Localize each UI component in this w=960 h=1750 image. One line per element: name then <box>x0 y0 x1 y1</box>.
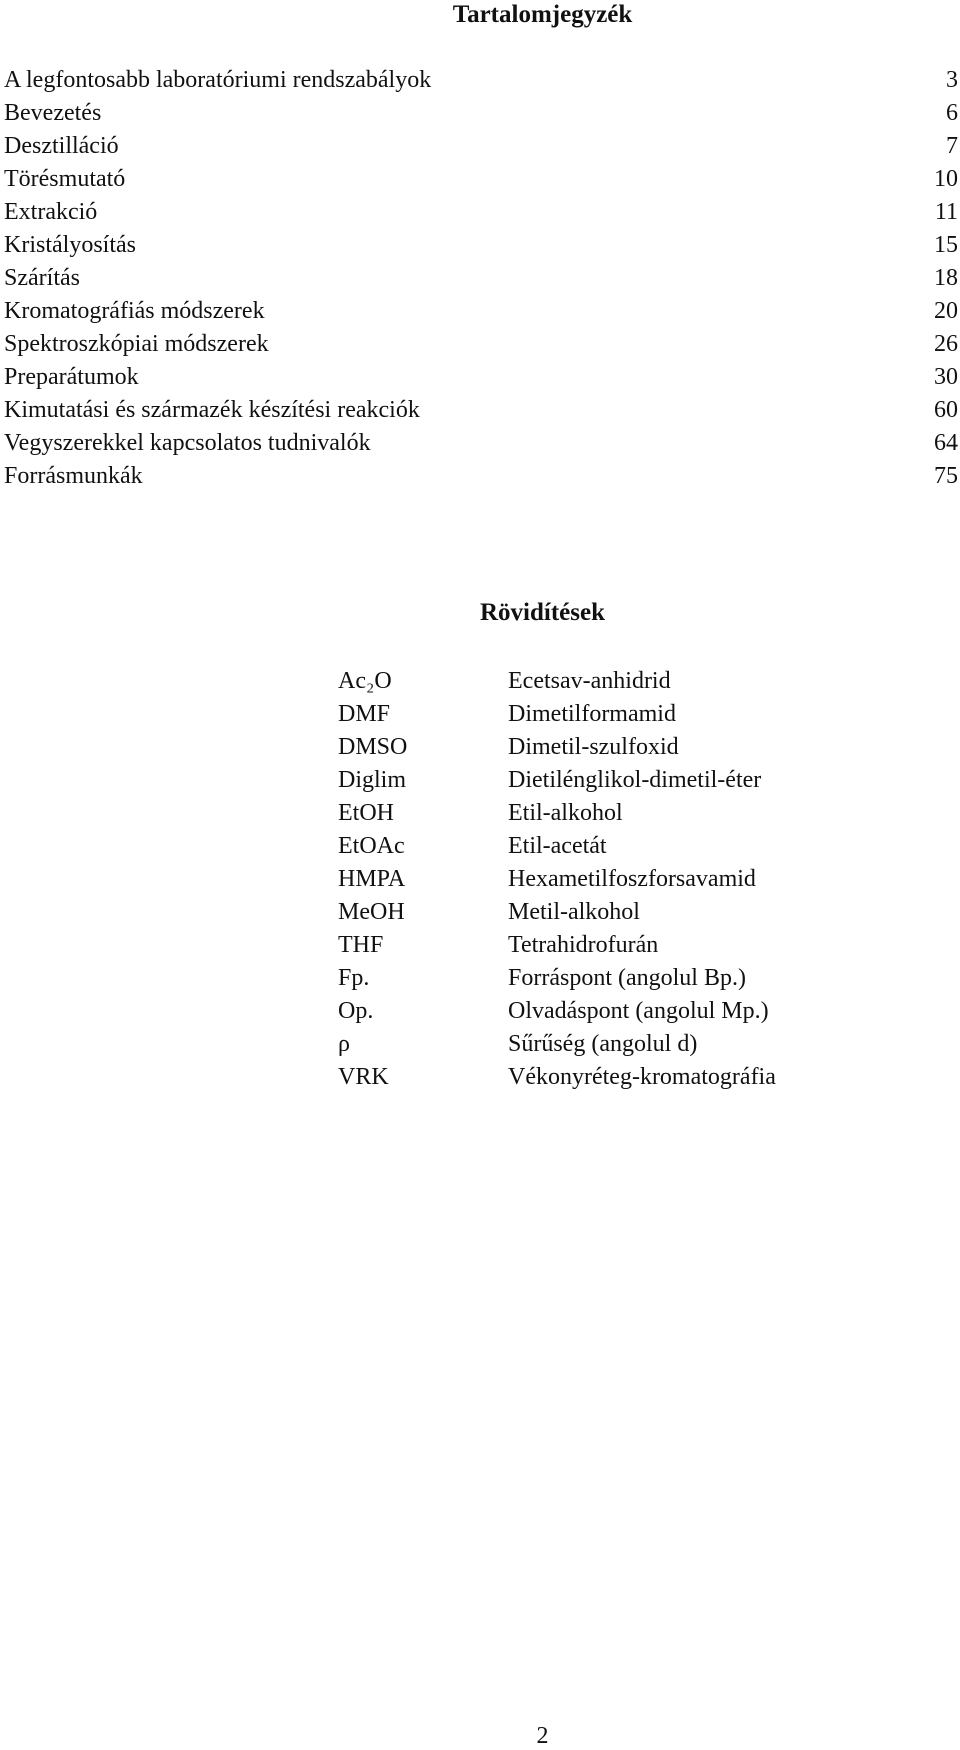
abbreviation-key: Fp. <box>338 965 370 991</box>
abbreviations-title: Rövidítések <box>480 599 605 626</box>
toc-title: Tartalomjegyzék <box>452 1 633 28</box>
abbreviation-entry <box>338 830 958 863</box>
toc-entry <box>4 97 958 130</box>
abbreviation-entry <box>338 929 958 962</box>
toc-entry <box>4 328 958 361</box>
toc-entry-label: Preparátumok <box>4 364 139 390</box>
abbreviation-entry <box>338 764 958 797</box>
toc-entry-label: Vegyszerekkel kapcsolatos tudnivalók <box>4 430 371 456</box>
toc-entry-label: Forrásmunkák <box>4 463 143 489</box>
abbreviation-key: HMPA <box>338 866 406 892</box>
toc-entry-label: A legfontosabb laboratóriumi rendszabályok <box>4 67 432 93</box>
toc-entry-page: 10 <box>934 166 958 192</box>
abbreviation-key: EtOAc <box>338 833 405 859</box>
abbreviation-key: Ac₂O <box>338 668 392 694</box>
toc-entry-label: Törésmutató <box>4 166 126 192</box>
toc-entry-label: Spektroszkópiai módszerek <box>4 331 269 357</box>
abbreviation-value: Tetrahidrofurán <box>508 932 659 958</box>
toc-entry-label: Bevezetés <box>4 100 102 126</box>
toc-entry-page: 11 <box>934 199 958 225</box>
abbreviation-value: Sűrűség (angolul d) <box>508 1031 698 1057</box>
abbreviation-key: EtOH <box>338 800 394 826</box>
abbreviation-entry <box>338 863 958 896</box>
abbreviations-list <box>338 665 958 1094</box>
abbreviation-key: Op. <box>338 998 374 1024</box>
abbreviation-value: Dietilénglikol-dimetil-éter <box>508 767 762 793</box>
toc-entry <box>4 460 958 493</box>
abbreviation-entry <box>338 1061 958 1094</box>
toc-entry <box>4 163 958 196</box>
toc-entry-label: Desztilláció <box>4 133 119 159</box>
abbreviation-entry <box>338 1028 958 1061</box>
toc-entry-page: 64 <box>934 430 958 456</box>
abbreviation-key: Diglim <box>338 767 407 793</box>
abbreviation-key: VRK <box>338 1064 389 1090</box>
toc-entry <box>4 295 958 328</box>
toc-entry-label: Kimutatási és származék készítési reakciók <box>4 397 420 423</box>
toc-list <box>4 64 958 493</box>
abbreviation-key: THF <box>338 932 384 958</box>
abbreviation-value: Etil-alkohol <box>508 800 623 826</box>
abbreviation-value: Vékonyréteg-kromatográfia <box>508 1064 776 1090</box>
toc-entry-page: 7 <box>946 133 958 159</box>
toc-entry-page: 30 <box>934 364 958 390</box>
abbreviation-value: Hexametilfoszforsavamid <box>508 866 756 892</box>
abbreviation-value: Etil-acetát <box>508 833 607 859</box>
abbreviation-entry <box>338 995 958 1028</box>
abbreviation-value: Metil-alkohol <box>508 899 640 925</box>
toc-entry-label: Kromatográfiás módszerek <box>4 298 265 324</box>
toc-entry <box>4 262 958 295</box>
abbreviation-key: MeOH <box>338 899 405 925</box>
abbreviation-key: DMF <box>338 701 391 727</box>
toc-entry-page: 6 <box>946 100 958 126</box>
toc-entry <box>4 361 958 394</box>
abbreviation-value: Dimetilformamid <box>508 701 676 727</box>
toc-entry-page: 15 <box>934 232 958 258</box>
toc-entry <box>4 427 958 460</box>
abbreviation-entry <box>338 896 958 929</box>
abbreviation-entry <box>338 962 958 995</box>
toc-entry-page: 18 <box>934 265 958 291</box>
toc-entry <box>4 64 958 97</box>
toc-entry-page: 3 <box>946 67 958 93</box>
abbreviation-value: Olvadáspont (angolul Mp.) <box>508 998 769 1024</box>
toc-entry <box>4 196 958 229</box>
abbreviation-key: DMSO <box>338 734 408 760</box>
toc-entry <box>4 394 958 427</box>
abbreviation-value: Ecetsav-anhidrid <box>508 668 671 694</box>
toc-entry-label: Szárítás <box>4 265 80 291</box>
abbreviation-entry <box>338 665 958 698</box>
abbreviation-entry <box>338 797 958 830</box>
toc-entry-page: 75 <box>934 463 958 489</box>
abbreviation-entry <box>338 731 958 764</box>
toc-entry-label: Kristályosítás <box>4 232 136 258</box>
toc-entry-label: Extrakció <box>4 199 98 225</box>
toc-entry <box>4 229 958 262</box>
abbreviation-entry <box>338 698 958 731</box>
toc-entry-page: 60 <box>934 397 958 423</box>
toc-entry <box>4 130 958 163</box>
abbreviation-value: Forráspont (angolul Bp.) <box>508 965 746 991</box>
abbreviation-value: Dimetil-szulfoxid <box>508 734 679 760</box>
toc-entry-page: 20 <box>934 298 958 324</box>
abbreviation-key: ρ <box>338 1031 350 1057</box>
toc-entry-page: 26 <box>934 331 958 357</box>
page-number: 2 <box>536 1723 549 1749</box>
